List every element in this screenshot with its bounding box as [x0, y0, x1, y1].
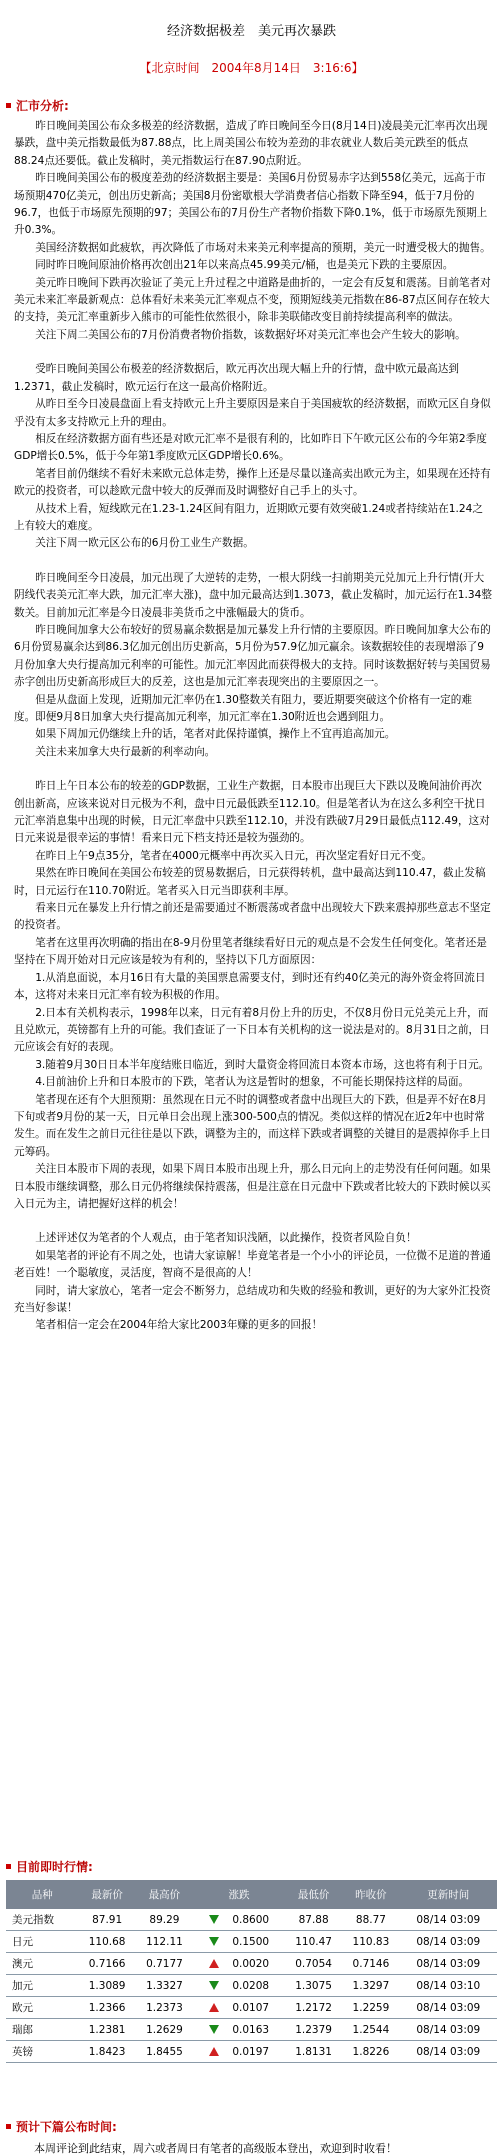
paragraph-gap: [14, 344, 492, 361]
cell-time: 08/14 03:09: [400, 1997, 497, 2019]
column-header: 涨跌: [193, 1880, 285, 1909]
table-row: [6, 1931, 497, 1953]
down-arrow-icon: [209, 1915, 219, 1924]
paragraph: 关注下周二美国公布的7月份消费者物价指数，该数据好坏对美元汇率也会产生较大的影响。: [35, 328, 466, 341]
paragraph-gap: [14, 1213, 492, 1230]
cell-prev: 1.8226: [342, 2041, 399, 2063]
next-heading: 预计下篇公布时间:: [6, 2118, 117, 2135]
cell-last: 1.3089: [78, 1975, 135, 1997]
cell-high: 1.8455: [136, 2041, 193, 2063]
cell-last: 1.2381: [78, 2019, 135, 2041]
up-arrow-icon: [209, 1959, 219, 1968]
paragraph: 受昨日晚间美国公布极差的经济数据后，欧元再次出现大幅上升的行情，盘中欧元最高达到1.2371，截止发稿时，欧元运行在这一最高价格附近。: [14, 363, 459, 393]
cell-low: 87.88: [285, 1909, 342, 1931]
paragraph: 在昨日上午9点35分，笔者在4000元概率中再次买入日元，再次坚定看好日元不变。: [35, 849, 432, 862]
paragraph: 4.目前油价上升和日本股市的下跌，笔者认为这是暂时的想象，不可能长期保持这样的局面。: [35, 1076, 470, 1089]
paragraph: 3.随着9月30日日本半年度结账日临近，到时大量资金将回流日本资本市场，这也将有利于日元。: [35, 1058, 490, 1071]
cell-prev: 0.7146: [342, 1953, 399, 1975]
table-row: [6, 1909, 497, 1931]
cell-name: 加元: [6, 1975, 78, 1997]
paragraph: 1.从消息面说，本月16日有大量的美国票息需要支付，到时还有约40亿美元的海外资金将回流日本，这将对未来日元汇率有较为积极的作用。: [14, 971, 486, 1002]
cell-time: 08/14 03:09: [400, 2041, 497, 2063]
quote-table-header: [6, 1880, 497, 1909]
paragraph-gap: [14, 761, 492, 778]
cell-high: 1.2629: [136, 2019, 193, 2041]
footer-note: 本周评论到此结束，周六或者周日有笔者的高级版本登出，欢迎到时收看！: [34, 2142, 397, 2155]
column-header: 更新时间: [400, 1880, 497, 1909]
paragraph: 昨日晚间至今日凌晨，加元出现了大逆转的走势，一根大阴线一扫前期美元兑加元上升行情(开大阴线代表美元汇率大跌，加元汇率大涨)，盘中加元最高达到1.3073，截止发稿时，加元运行在1.34整数关。目前加元汇率是今日凌晨非美货币之中涨幅最大的货币。: [14, 571, 492, 619]
cell-change: 0.1500: [193, 1931, 285, 1953]
cell-low: 110.47: [285, 1931, 342, 1953]
cell-low: 1.3075: [285, 1975, 342, 1997]
paragraph: 笔者在这里再次明确的指出在8-9月份里笔者继续看好日元的观点是不会发生任何变化。笔者还是坚持在下周开始对日元应该是较为有利的，坚持以下几方面原因：: [14, 936, 487, 967]
up-arrow-icon: [209, 2047, 219, 2056]
paragraph: 昨日晚间美国公布的极度差劲的经济数据主要是：美国6月份贸易赤字达到558亿美元，远高于市场预期470亿美元，创出历史新高；美国8月份密歇根大学消费者信心指数下降至94，低于7月份的96.7，也低于市场原先预期的97；美国公布的7月份生产者物价指数下降0.1%，低于市场原先预期上升0.3%。: [14, 172, 488, 237]
bullet-icon: [6, 2124, 11, 2129]
paragraph: 昨日晚间美国公布众多极差的经济数据，造成了昨日晚间至今日(8月14日)凌晨美元汇率再次出现暴跌，盘中美元指数最低为87.88点，比上周美国公布较为差劲的非农就业人数后美元跌至的低点88.24点还要低。截止发稿时，美元指数运行在87.90点附近。: [14, 120, 488, 167]
cell-prev: 88.77: [342, 1909, 399, 1931]
paragraph: 但是从盘面上发现，近期加元汇率仍在1.30整数关有阻力，要近期要突破这个价格有一定的难度。即便9月8日加拿大央行提高加元利率，加元汇率在1.30附近也会遇到阻力。: [14, 693, 472, 723]
paragraph: 笔者现在还有个大胆预期：虽然现在日元不时的调整或者盘中出现巨大的下跌，但是弄不好在8月下旬或者9月份的某一天，日元单日会出现上涨300-500点的情况。类似这样的情况在近2年中也时常发生。而在发生之前日元往往是以下跌，调整为主的，而这样下跌或者调整的关键目的是震掉你手上日元筹码。: [14, 1093, 491, 1158]
cell-name: 美元指数: [6, 1909, 78, 1931]
paragraph: 同时昨日晚间原油价格再次创出21年以来高点45.99美元/桶，也是美元下跌的主要原因。: [35, 259, 454, 272]
cell-last: 1.2366: [78, 1997, 135, 2019]
paragraph: 昨日上午日本公布的较差的GDP数据，工业生产数据，日本股市出现巨大下跌以及晚间油价再次创出新高，应该来说对日元极为不利，盘中日元最低跌至112.10。但是笔者认为在这么多利空干扰日元汇率消息集中出现的时候，日元汇率盘中只跌至112.10，并没有跌破7月29日最低点112.49，这对日元来说是很幸运的事情！看来日元下档支持还是较为强劲的。: [14, 780, 490, 845]
down-arrow-icon: [209, 1937, 219, 1946]
paragraph: 从昨日至今日凌晨盘面上看支持欧元上升主要原因是来自于美国疲软的经济数据，而欧元区自身似乎没有太多支持欧元上升的理由。: [14, 398, 491, 428]
bullet-icon: [6, 103, 11, 108]
cell-prev: 1.2544: [342, 2019, 399, 2041]
cell-prev: 1.3297: [342, 1975, 399, 1997]
paragraph: 昨日晚间加拿大公布较好的贸易赢余数据是加元暴发上升行情的主要原因。昨日晚间加拿大公布的6月份贸易赢余达到86.3亿加元创出历史新高，5月份为57.9亿加元赢余。该数据较佳的表现增添了9月份加拿大央行提高加元利率的可能性。加元汇率因此而获得极大的支持。同时该数据好转与美国贸易赤字创出历史新高形成巨大的反差，这也是加元汇率表现突出的主要原因之一。: [14, 623, 491, 689]
paragraph: 如果笔者的评论有不周之处，也请大家谅解！毕竟笔者是一个小小的评论员，一位微不足道的普通老百姓！一个聪敏度，灵活度，智商不是很高的人！: [14, 1249, 491, 1280]
analysis-body: [14, 118, 492, 1335]
cell-last: 1.8423: [78, 2041, 135, 2063]
paragraph: 笔者目前仍继续不看好未来欧元总体走势，操作上还是尽量以逢高卖出欧元为主，如果现在还持有欧元的投资者，可以趁欧元盘中较大的反弹而及时调整好自己手上的头寸。: [14, 467, 491, 498]
cell-name: 瑞郎: [6, 2019, 78, 2041]
paragraph: 2.日本有关机构表示，1998年以来，日元有着8月份上升的历史，不仅8月份日元兑美元上升，而且兑欧元，英镑都有上升的可能。我们查证了一下日本有关机构的这一说法是对的。8月31日之前，日元应该会有好的表现。: [14, 1006, 490, 1054]
cell-last: 87.91: [78, 1909, 135, 1931]
paragraph: 笔者相信一定会在2004年给大家比2003年赚的更多的回报！: [35, 1319, 323, 1332]
paragraph: 同时，请大家放心，笔者一定会不断努力，总结成功和失败的经验和教训，更好的为大家外汇投资充当好参谋！: [14, 1284, 491, 1314]
cell-name: 日元: [6, 1931, 78, 1953]
table-row: [6, 2019, 497, 2041]
analysis-heading: 汇市分析:: [6, 97, 69, 114]
cell-low: 0.7054: [285, 1953, 342, 1975]
paragraph: 如果下周加元仍继续上升的话，笔者对此保持谨慎，操作上不宜再追高加元。: [35, 728, 396, 741]
quote-table: [6, 1880, 497, 2063]
down-arrow-icon: [209, 1981, 219, 1990]
paragraph: 美元昨日晚间下跌再次验证了美元上升过程之中道路是曲折的，一定会有反复和震荡。目前笔者对美元未来汇率最新观点：总体看好未来美元汇率观点不变，预期短线美元指数在86-87点区间存在较大的支持，美元汇率重新步入熊市的可能性依然很小，除非美联储改变目前持续提高利率的做法。: [14, 276, 491, 324]
cell-last: 0.7166: [78, 1953, 135, 1975]
cell-change: 0.0020: [193, 1953, 285, 1975]
paragraph: 看来日元在暴发上升行情之前还是需要通过不断震荡或者盘中出现较大下跌来震掉那些意志不坚定的投资者。: [14, 902, 491, 932]
cell-name: 澳元: [6, 1953, 78, 1975]
down-arrow-icon: [209, 2025, 219, 2034]
paragraph: 从技术上看，短线欧元在1.23-1.24区间有阻力，近期欧元要有效突破1.24或者持续站在1.24之上有较大的难度。: [14, 502, 483, 532]
cell-change: 0.0163: [193, 2019, 285, 2041]
cell-low: 1.2172: [285, 1997, 342, 2019]
cell-low: 1.8131: [285, 2041, 342, 2063]
cell-name: 欧元: [6, 1997, 78, 2019]
cell-time: 08/14 03:09: [400, 1909, 497, 1931]
table-row: [6, 1975, 497, 1997]
column-header: 昨收价: [342, 1880, 399, 1909]
cell-time: 08/14 03:09: [400, 1931, 497, 1953]
cell-name: 英镑: [6, 2041, 78, 2063]
paragraph: 果然在昨日晚间在美国公布较差的贸易数据后，日元获得转机，盘中最高达到110.47，截止发稿时，日元运行在110.70附近。笔者买入日元当即获利丰厚。: [14, 867, 486, 897]
publish-time: 【北京时间 2004年8月14日 3:16:6】: [139, 61, 364, 75]
cell-high: 112.11: [136, 1931, 193, 1953]
paragraph: 相反在经济数据方面有些还是对欧元汇率不是很有利的，比如昨日下午欧元区公布的今年第2季度GDP增长0.5%，低于今年第1季度欧元区GDP增长0.6%。: [14, 432, 487, 463]
cell-high: 1.2373: [136, 1997, 193, 2019]
paragraph: 上述评述仅为笔者的个人观点，由于笔者知识浅陋，以此操作，投资者风险自负！: [35, 1232, 417, 1245]
column-header: 最新价: [78, 1880, 135, 1909]
paragraph: 关注未来加拿大央行最新的利率动向。: [35, 745, 216, 758]
column-header: 最低价: [285, 1880, 342, 1909]
cell-change: 0.0197: [193, 2041, 285, 2063]
table-row: [6, 2041, 497, 2063]
cell-high: 1.3327: [136, 1975, 193, 1997]
table-row: [6, 1997, 497, 2019]
cell-change: 0.0107: [193, 1997, 285, 2019]
cell-last: 110.68: [78, 1931, 135, 1953]
paragraph: 关注日本股市下周的表现，如果下周日本股市出现上升，那么日元向上的走势没有任何问题。如果日本股市继续调整，那么日元仍将继续保持震荡，但是注意在日元盘中下跌或者比较大的下跌时候以买入日元为主，请把握好这样的机会！: [14, 1163, 491, 1210]
table-row: [6, 1953, 497, 1975]
page-title: 经济数据极差 美元再次暴跌: [166, 24, 336, 39]
cell-prev: 110.83: [342, 1931, 399, 1953]
cell-time: 08/14 03:09: [400, 2019, 497, 2041]
bullet-icon: [6, 1864, 11, 1869]
quotes-heading: 目前即时行情:: [6, 1858, 93, 1875]
cell-time: 08/14 03:10: [400, 1975, 497, 1997]
cell-high: 89.29: [136, 1909, 193, 1931]
column-header: 最高价: [136, 1880, 193, 1909]
paragraph: 关注下周一欧元区公布的6月份工业生产数据。: [35, 537, 254, 550]
up-arrow-icon: [209, 2003, 219, 2012]
cell-change: 0.8600: [193, 1909, 285, 1931]
column-header: 品种: [6, 1880, 78, 1909]
paragraph: 美国经济数据如此疲软，再次降低了市场对未来美元利率提高的预期，美元一时遭受极大的抛售。: [35, 241, 491, 254]
cell-low: 1.2379: [285, 2019, 342, 2041]
cell-time: 08/14 03:09: [400, 1953, 497, 1975]
cell-high: 0.7177: [136, 1953, 193, 1975]
cell-change: 0.0208: [193, 1975, 285, 1997]
cell-prev: 1.2259: [342, 1997, 399, 2019]
paragraph-gap: [14, 553, 492, 570]
